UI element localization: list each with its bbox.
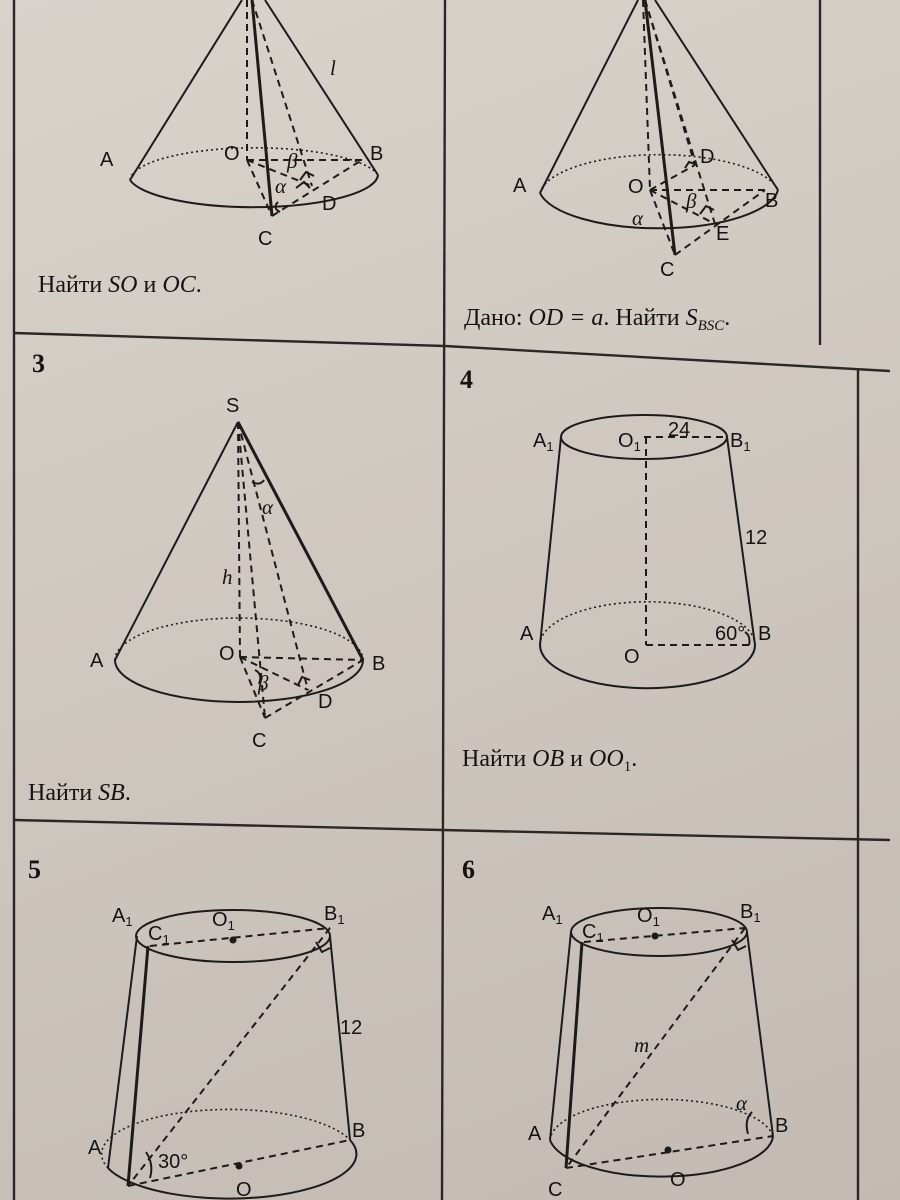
label-D: D — [322, 193, 337, 215]
problem-number-3: 3 — [32, 349, 45, 378]
label-D: D — [318, 691, 333, 713]
label-beta: β — [258, 671, 269, 695]
figure-cone-2 — [513, 0, 778, 281]
label-O: O — [219, 643, 235, 665]
figure-cone-1 — [100, 0, 383, 250]
label-alpha: α — [275, 174, 287, 198]
label-O1: $O_1$ — [212, 909, 235, 933]
problem-number-6: 6 — [462, 855, 475, 884]
label-C1: $C_1$ — [582, 921, 604, 945]
caption-1: Найти SO и OC. — [38, 272, 202, 298]
problem-number-4: 4 — [460, 365, 473, 394]
label-A: A — [528, 1123, 542, 1145]
label-A: A — [90, 650, 104, 672]
label-B1: $B_1$ — [740, 901, 761, 925]
label-B: B — [775, 1115, 789, 1137]
problem-number-5: 5 — [28, 855, 41, 884]
label-h: h — [222, 565, 233, 589]
label-A1: $A_1$ — [112, 905, 133, 929]
label-beta: β — [686, 189, 697, 213]
label-B: B — [352, 1120, 366, 1142]
label-alpha: α — [736, 1091, 748, 1115]
figure-frustum-4 — [520, 415, 771, 688]
label-B1: $B_1$ — [324, 903, 345, 927]
label-A1: $A_1$ — [533, 430, 554, 454]
figure-cone-3 — [90, 395, 385, 752]
label-O1: $O_1$ — [618, 430, 641, 454]
label-B: B — [765, 190, 779, 212]
label-C: C — [252, 730, 267, 752]
label-O: O — [624, 646, 640, 668]
label-B: B — [372, 653, 386, 675]
label-A: A — [88, 1137, 102, 1159]
figure-frustum-6 — [528, 901, 788, 1200]
label-C: C — [258, 228, 273, 250]
value-12: 12 — [340, 1017, 363, 1039]
label-D: D — [700, 146, 715, 168]
label-S: S — [226, 395, 240, 417]
angle-30: 30° — [158, 1151, 189, 1173]
caption-3: Найти SB. — [28, 780, 131, 806]
label-A: A — [520, 623, 534, 645]
label-C1: $C_1$ — [148, 923, 170, 947]
label-E: E — [716, 223, 730, 245]
label-C: C — [548, 1179, 563, 1200]
label-O: O — [236, 1179, 252, 1200]
angle-60: 60° — [715, 623, 746, 645]
label-A1: $A_1$ — [542, 903, 563, 927]
label-O: O — [224, 143, 240, 165]
label-B: B — [370, 143, 384, 165]
label-A: A — [100, 149, 114, 171]
label-alpha: α — [632, 206, 644, 230]
caption-4: Найти OB и $OO_1$. — [462, 746, 638, 775]
caption-2: Дано: OD = a. Найти $S_{BSC}$. — [464, 305, 731, 334]
figure-frustum-5 — [88, 903, 365, 1200]
label-B: B — [758, 623, 772, 645]
label-l: l — [330, 56, 336, 80]
label-O: O — [670, 1169, 686, 1191]
label-B1: $B_1$ — [730, 430, 751, 454]
label-O1: $O_1$ — [637, 905, 660, 929]
label-C: C — [660, 259, 675, 281]
label-m: m — [634, 1033, 650, 1057]
label-A: A — [513, 175, 527, 197]
label-O: O — [628, 176, 644, 198]
value-24: 24 — [668, 419, 691, 441]
label-alpha: α — [262, 495, 274, 519]
label-beta: β — [287, 149, 298, 173]
value-12: 12 — [745, 527, 768, 549]
